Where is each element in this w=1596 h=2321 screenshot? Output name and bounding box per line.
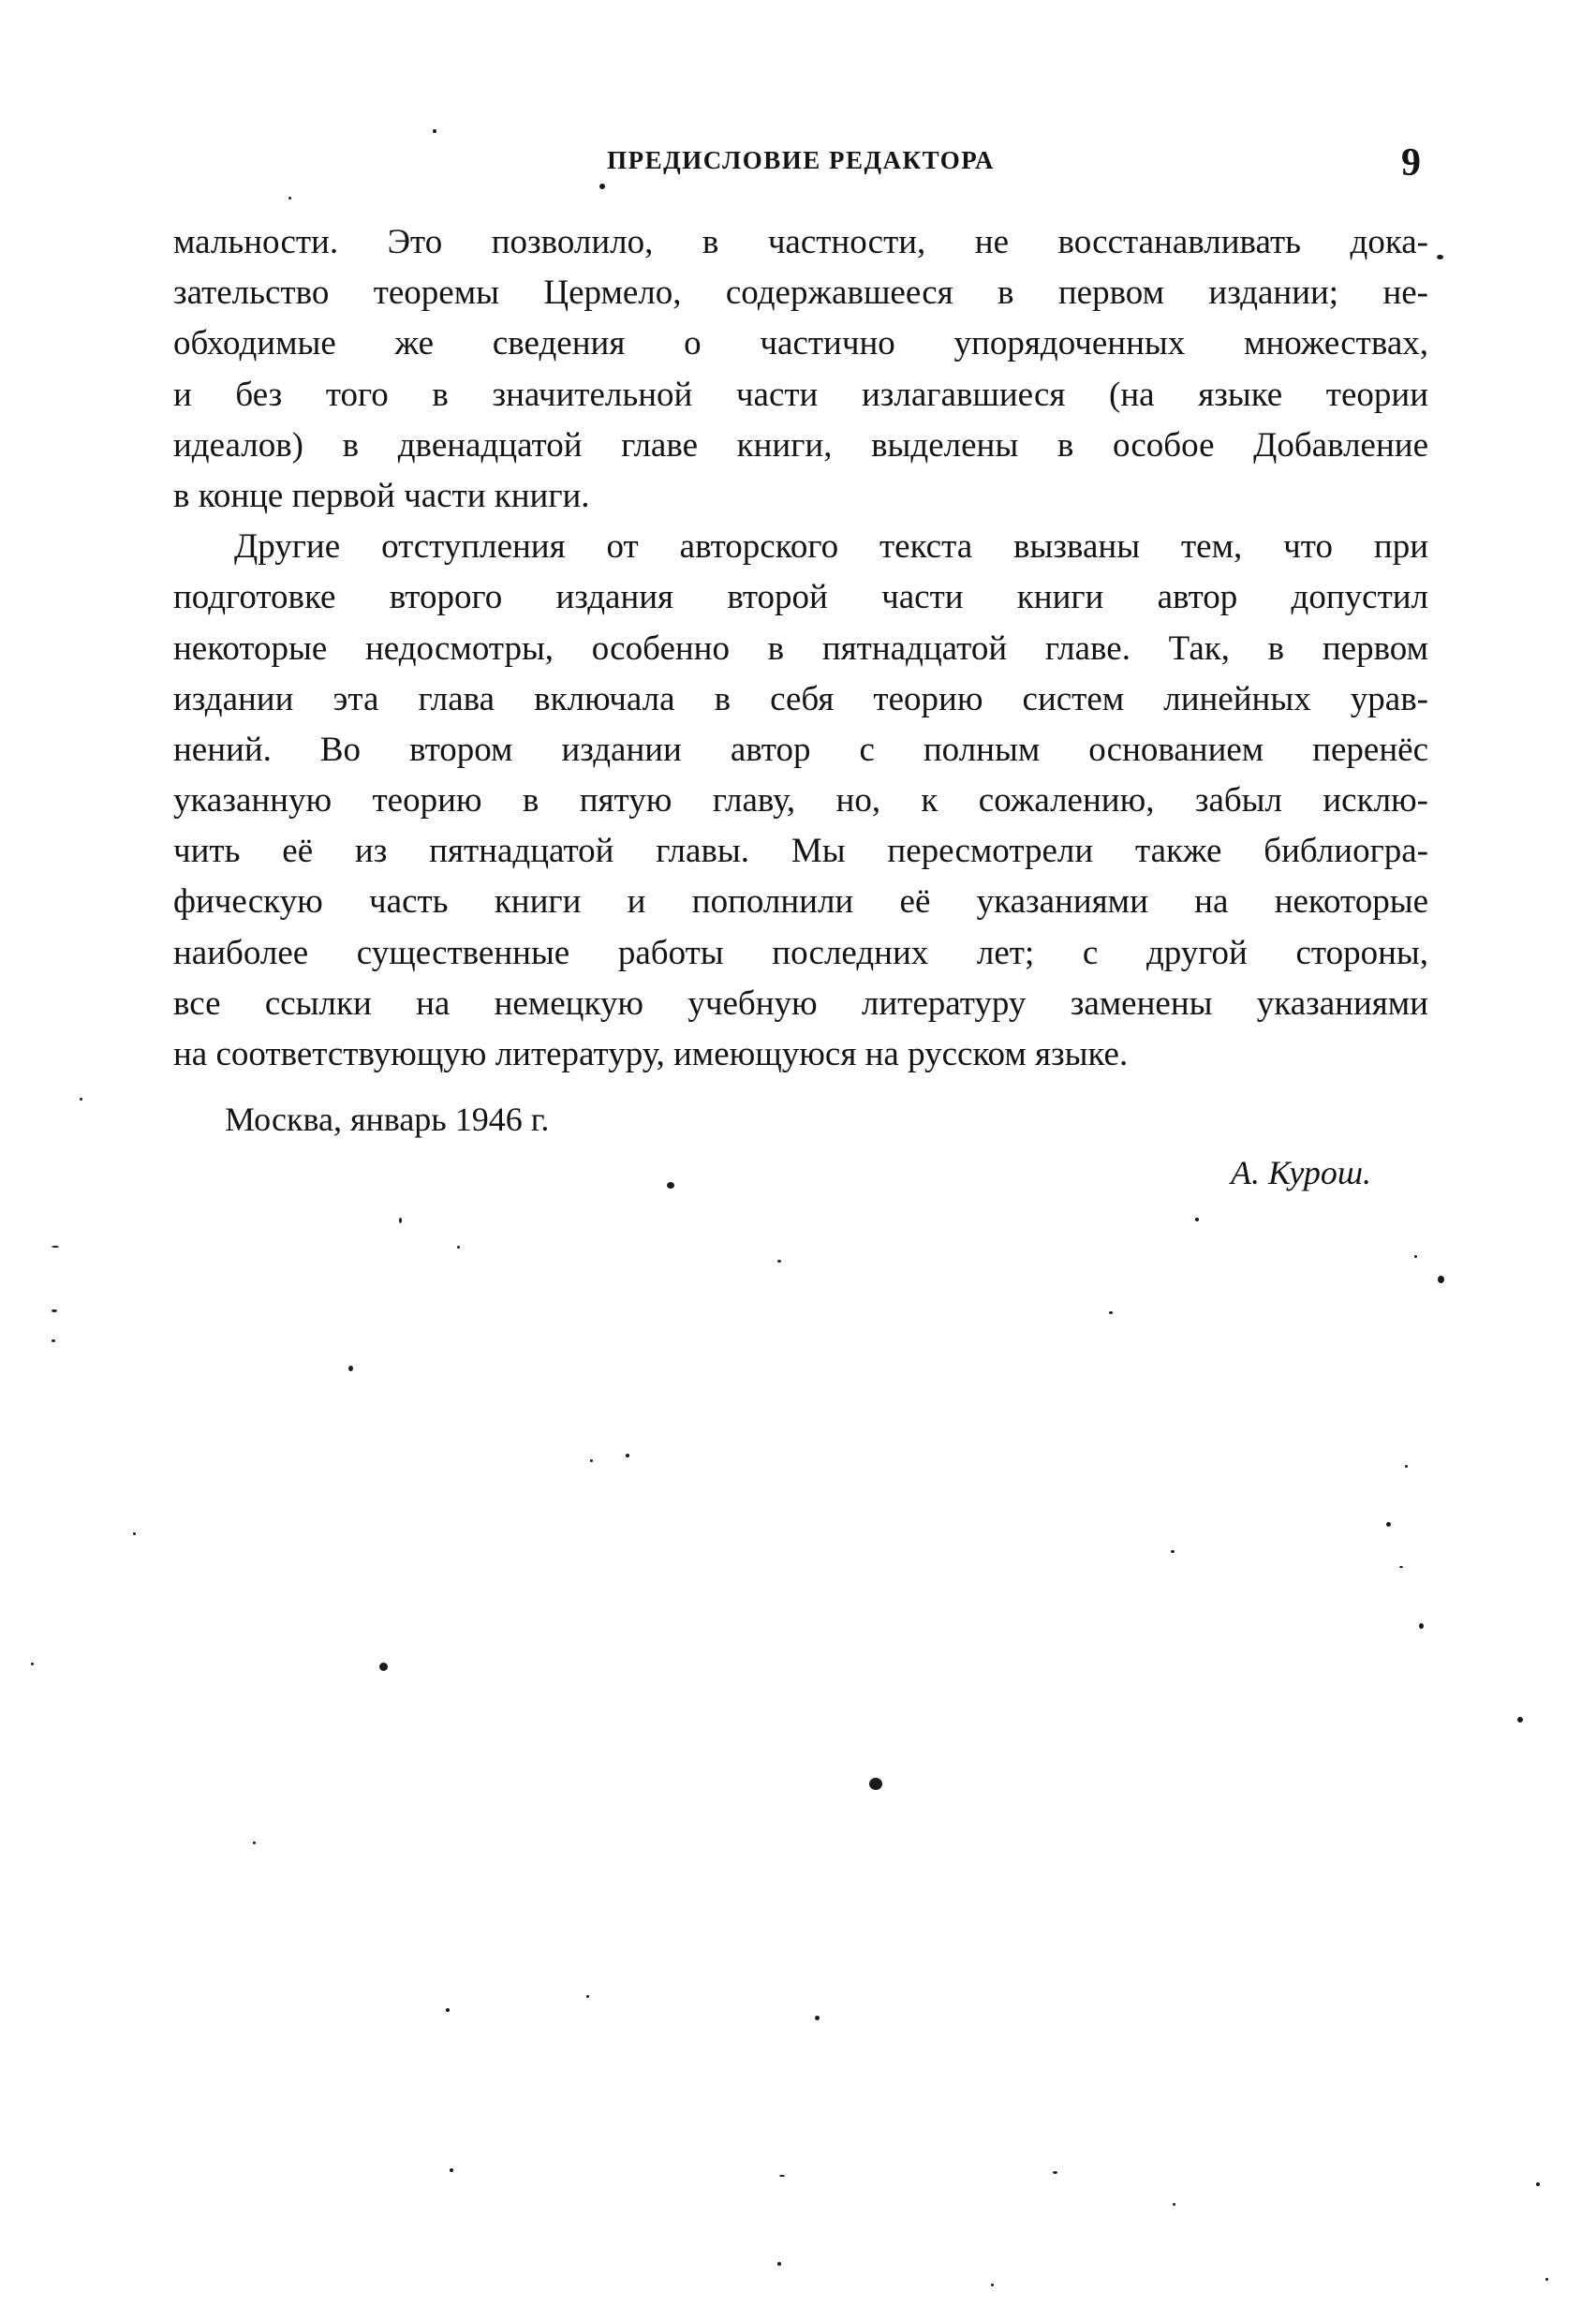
text-line: мальности. Это позволило, в частности, не восстанавливать дока- (173, 223, 1428, 261)
text-line: в конце первой части книги. (173, 476, 590, 515)
scan-speck (779, 2175, 785, 2177)
dateline: Москва, январь 1946 г. (225, 1101, 550, 1138)
text-line: подготовке второго издания второй части книги автор допустил (173, 578, 1428, 617)
text-line: издании эта глава включала в себя теорию систем линейных урав- (173, 679, 1428, 718)
scan-speck (869, 1778, 882, 1790)
text-line: чить её из пятнадцатой главы. Мы пересмотрели также библиогра- (173, 832, 1428, 871)
text-line: указанную теорию в пятую главу, но, к сожалению, забыл исклю- (173, 781, 1428, 820)
body-text (173, 217, 1428, 1080)
text-line: и без того в значительной части излагавшиеся (на языке теории (173, 375, 1428, 414)
text-line: нений. Во втором издании автор с полным основанием перенёс (173, 730, 1428, 769)
scan-speck (777, 1260, 781, 1263)
scan-speck (1419, 1623, 1424, 1629)
text-line: на соответствующую литературу, имеющуюся на русском языке. (173, 1035, 1129, 1073)
scan-speck (590, 1459, 593, 1462)
scan-speck (399, 1218, 402, 1223)
text-line: обходимые же сведения о частично упорядоченных множествах, (173, 324, 1428, 363)
scan-speck (599, 184, 605, 189)
scan-speck (52, 1309, 57, 1312)
scan-speck (253, 1841, 256, 1844)
scan-speck (379, 1663, 388, 1671)
scan-speck (80, 1098, 82, 1101)
scan-speck (52, 1246, 59, 1248)
author-signature: А. Курош. (1230, 1154, 1371, 1191)
scan-speck (457, 1246, 460, 1249)
scan-speck (1414, 1255, 1417, 1258)
scan-speck (1173, 2203, 1175, 2206)
scan-speck (1405, 1465, 1408, 1468)
scan-speck (52, 1339, 55, 1342)
scan-speck (626, 1454, 629, 1457)
paragraph (173, 522, 1428, 1080)
text-line: некоторые недосмотры, особенно в пятнадцатой главе. Так, в первом (173, 628, 1428, 668)
scan-speck (777, 2262, 781, 2266)
scan-speck (446, 2008, 450, 2012)
scan-speck (288, 197, 291, 200)
text-line: Другие отступления от авторского текста вызваны тем, что при (234, 527, 1428, 567)
scan-speck (1399, 1566, 1403, 1568)
running-title: ПРЕДИСЛОВИЕ РЕДАКТОРА (607, 146, 995, 174)
paragraph (173, 217, 1428, 522)
text-line: фическую часть книги и пополнили её указаниями на некоторые (173, 882, 1428, 922)
text-line: идеалов) в двенадцатой главе книги, выделены в особое Добавление (173, 425, 1428, 465)
page-number: 9 (1401, 141, 1421, 185)
scan-speck (31, 1663, 34, 1665)
scan-speck (1053, 2171, 1057, 2174)
text-line: наиболее существенные работы последних лет; с другой стороны, (173, 933, 1428, 972)
scan-speck (586, 1995, 589, 1998)
scan-speck (1386, 1522, 1391, 1527)
text-line: зательство теоремы Цермело, содержавшееся в первом издании; не- (173, 273, 1428, 313)
text-line: все ссылки на немецкую учебную литературу заменены указаниями (173, 983, 1428, 1023)
scan-speck (1517, 1717, 1523, 1722)
scan-speck (133, 1532, 136, 1535)
scan-speck (991, 2284, 994, 2286)
page-header (173, 140, 1428, 197)
scan-speck (348, 1366, 353, 1371)
scan-speck (433, 129, 436, 133)
scan-speck (1536, 2182, 1540, 2186)
scan-speck (1437, 255, 1443, 259)
scan-speck (667, 1182, 674, 1189)
scan-speck (1171, 1550, 1175, 1553)
scan-speck (1545, 2278, 1548, 2281)
scan-speck (815, 2016, 820, 2020)
scan-speck (1195, 1218, 1199, 1221)
scan-speck (450, 2168, 453, 2172)
scan-speck (1109, 1311, 1113, 1314)
scan-speck (1438, 1276, 1444, 1283)
